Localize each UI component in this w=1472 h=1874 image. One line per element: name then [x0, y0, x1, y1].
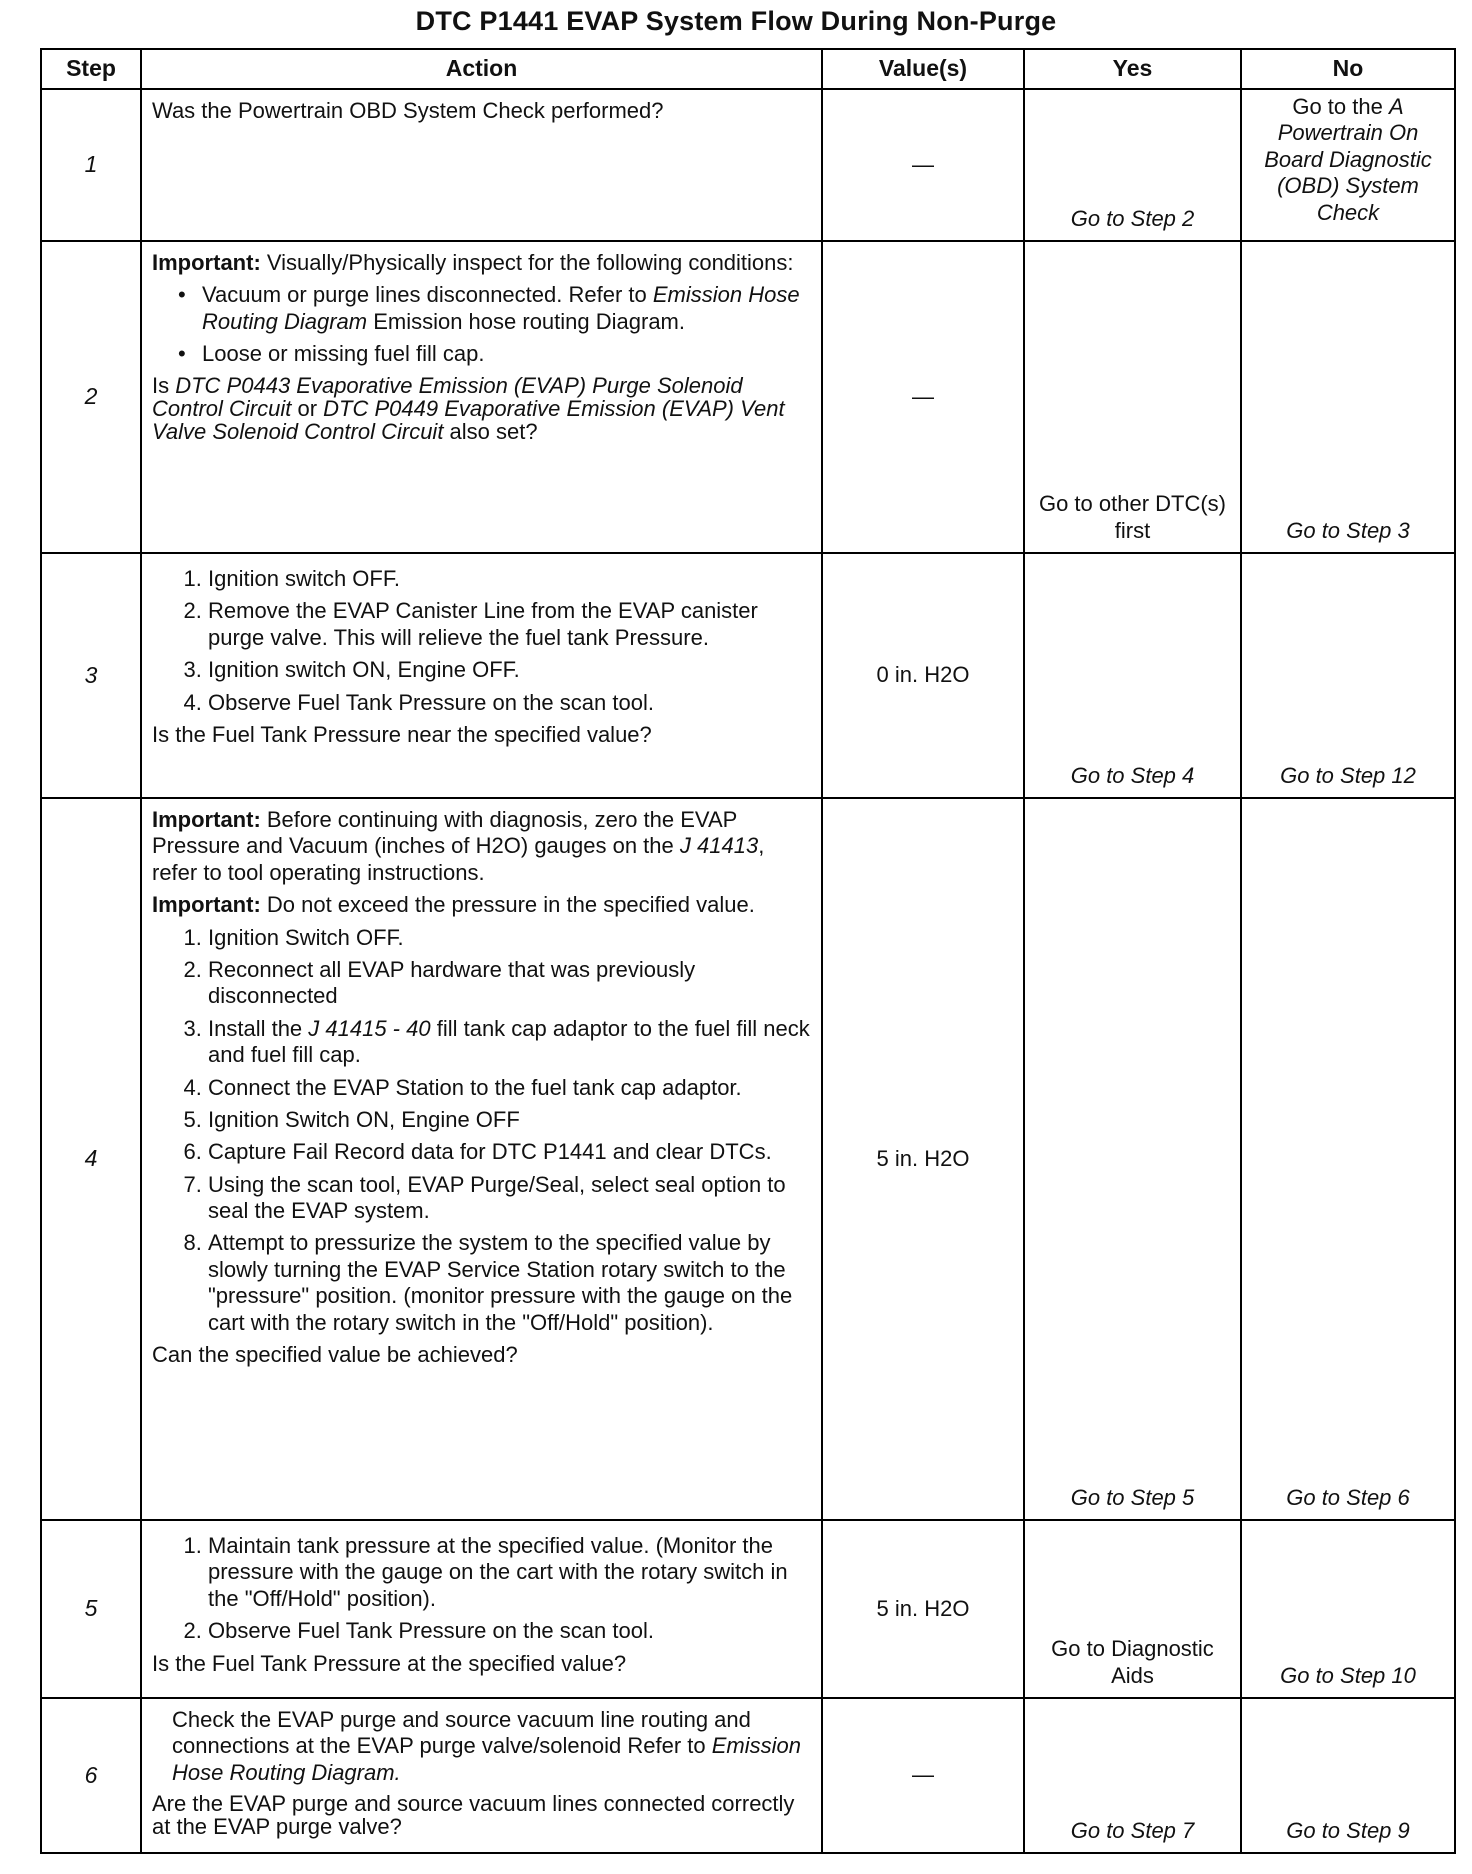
no-link[interactable]: Go to Step 12 — [1241, 553, 1455, 798]
list-item: 4. Observe Fuel Tank Pressure on the scan tool. — [208, 690, 811, 716]
no-link[interactable]: Go to the A Powertrain On Board Diagnostic (OBD) System Check — [1241, 89, 1455, 241]
list-item: 2. Reconnect all EVAP hardware that was previously disconnected — [208, 957, 811, 1010]
page-title: DTC P1441 EVAP System Flow During Non-Purge — [415, 6, 1057, 36]
action-cell — [141, 89, 822, 241]
table-row — [41, 553, 1455, 798]
list-item: 2. Remove the EVAP Canister Line from the EVAP canister purge valve. This will relieve the fuel tank Pressure. — [208, 598, 811, 651]
diagnostic-table — [40, 48, 1456, 1854]
step-number: 4 — [41, 798, 141, 1520]
header-step: Step — [41, 49, 141, 89]
step-number: 1 — [41, 89, 141, 241]
list-item: 3. Install the J 41415 - 40 fill tank cap adaptor to the fuel fill neck and fuel fill cap. — [208, 1016, 811, 1069]
yes-link[interactable]: Go to Step 4 — [1024, 553, 1241, 798]
header-row — [41, 49, 1455, 89]
question-text: Is the Fuel Tank Pressure at the specified value? — [152, 1650, 627, 1676]
value-cell: 0 in. H2O — [822, 553, 1024, 798]
value-cell: 5 in. H2O — [822, 798, 1024, 1520]
value-cell: — — [822, 89, 1024, 241]
yes-link[interactable]: Go to Diagnostic Aids — [1024, 1520, 1241, 1698]
list-item: 2. Observe Fuel Tank Pressure on the scan tool. — [208, 1618, 811, 1644]
action-cell — [141, 1520, 822, 1698]
action-cell: Important: Visually/Physically inspect for the following conditions: • Vacuum or purge lines disconnected. Refer to Emission Hose Routing Diagram Emission hose routing Diagram. • Loose or missing fuel fill cap. Is DTC P0443 Evaporative Emission (EVAP) Purge Solenoid Control Circuit or DTC P0449 Evaporative Emission (EVAP) Vent Valve Solenoid Control Circuit also set? — [141, 241, 822, 553]
table-row — [41, 89, 1455, 241]
question-text: Is the Fuel Tank Pressure near the specified value? — [152, 721, 652, 747]
header-values: Value(s) — [822, 49, 1024, 89]
question-text: Was the Powertrain OBD System Check performed? — [152, 98, 664, 123]
list-item: 1. Maintain tank pressure at the specified value. (Monitor the pressure with the gauge on the cart with the rotary switch in the "Off/Hold" position). — [208, 1533, 811, 1612]
header-yes: Yes — [1024, 49, 1241, 89]
list-item: • Loose or missing fuel fill cap. — [202, 341, 811, 367]
yes-link[interactable]: Go to Step 7 — [1024, 1698, 1241, 1853]
yes-link[interactable]: Go to Step 2 — [1024, 89, 1241, 241]
step-number: 3 — [41, 553, 141, 798]
action-cell — [141, 553, 822, 798]
no-link[interactable]: Go to Step 9 — [1241, 1698, 1455, 1853]
list-item: 1. Ignition Switch OFF. — [208, 925, 811, 951]
table-row — [41, 798, 1455, 1520]
list-item: 5. Ignition Switch ON, Engine OFF — [208, 1107, 811, 1133]
question-text: Can the specified value be achieved? — [152, 1342, 518, 1368]
question-text: Are the EVAP purge and source vacuum lines connected correctly at the EVAP purge valve? — [152, 1791, 795, 1840]
value-cell: — — [822, 1698, 1024, 1853]
table-row — [41, 1698, 1455, 1853]
no-link[interactable]: Go to Step 6 — [1241, 798, 1455, 1520]
yes-link[interactable]: Go to other DTC(s) first — [1024, 241, 1241, 553]
step-number: 5 — [41, 1520, 141, 1698]
action-cell: Important: Before continuing with diagnosis, zero the EVAP Pressure and Vacuum (inches of H2O) gauges on the J 41413, refer to tool operating instructions. Important: Do not exceed the pressure in the specified value. 1. Ignition Switch OFF. 2. Reconnect all EVAP hardware that was previously disconnected 3. Install the J 41415 - 40 fill tank cap adaptor to the fuel fill neck and fuel fill cap. 4. Connect the EVAP Station to the fuel tank cap adaptor. 5. Ignition Switch ON, Engine OFF 6. Capture Fail Record data for DTC P1441 and clear DTCs. 7. Using the scan tool, EVAP Purge/Seal, select seal option to seal the EVAP system. 8. Attempt to pressurize the system to the specified value by slowly turning the EVAP Service Station rotary switch to the "pressure" position. (monitor pressure with the gauge on the cart with the rotary switch in the "Off/Hold" position). Can the specified value be achieved? — [141, 798, 822, 1520]
header-action: Action — [141, 49, 822, 89]
list-item: • Vacuum or purge lines disconnected. Refer to Emission Hose Routing Diagram Emission hose routing Diagram. — [202, 282, 811, 335]
list-item: 4. Connect the EVAP Station to the fuel tank cap adaptor. — [208, 1075, 811, 1101]
table-row — [41, 241, 1455, 553]
value-cell: 5 in. H2O — [822, 1520, 1024, 1698]
no-link[interactable]: Go to Step 10 — [1241, 1520, 1455, 1698]
action-cell: Check the EVAP purge and source vacuum line routing and connections at the EVAP purge valve/solenoid Refer to Emission Hose Routing Diagram. Are the EVAP purge and source vacuum lines connected correctly at the EVAP purge valve? — [141, 1698, 822, 1853]
list-item: 3. Ignition switch ON, Engine OFF. — [208, 657, 811, 683]
list-item: 8. Attempt to pressurize the system to the specified value by slowly turning the EVAP Service Station rotary switch to the "pressure" position. (monitor pressure with the gauge on the cart with the rotary switch in the "Off/Hold" position). — [208, 1230, 811, 1336]
step-number: 2 — [41, 241, 141, 553]
table-row — [41, 1520, 1455, 1698]
yes-link[interactable]: Go to Step 5 — [1024, 798, 1241, 1520]
list-item: 7. Using the scan tool, EVAP Purge/Seal, select seal option to seal the EVAP system. — [208, 1172, 811, 1225]
step-number: 6 — [41, 1698, 141, 1853]
no-link[interactable]: Go to Step 3 — [1241, 241, 1455, 553]
list-item: 6. Capture Fail Record data for DTC P1441 and clear DTCs. — [208, 1139, 811, 1165]
list-item: 1. Ignition switch OFF. — [208, 566, 811, 592]
header-no: No — [1241, 49, 1455, 89]
value-cell: — — [822, 241, 1024, 553]
